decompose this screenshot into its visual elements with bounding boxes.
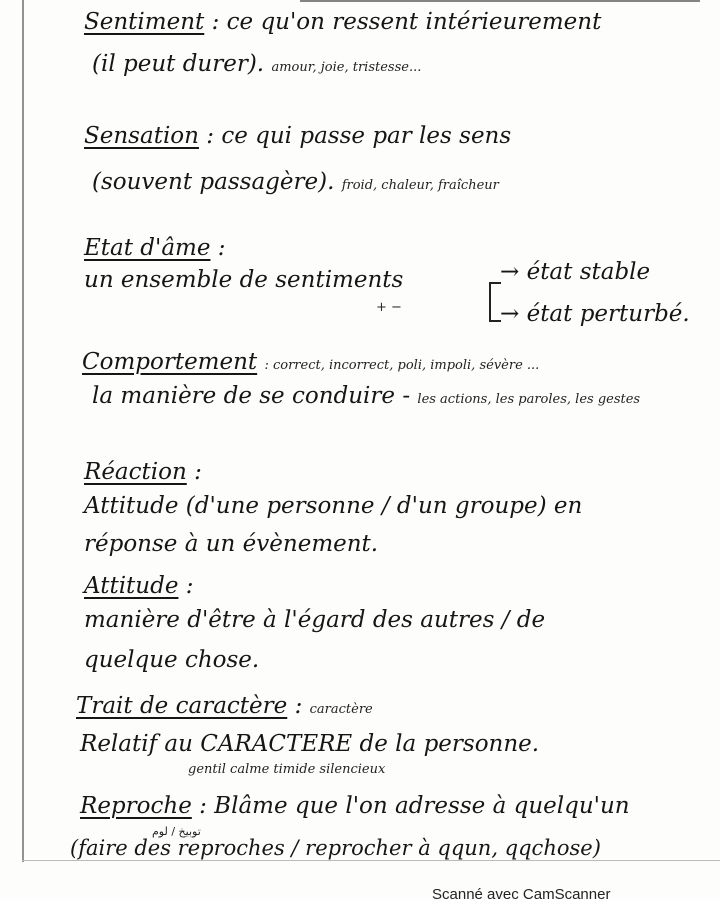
attitude-colon: : [185,573,194,599]
etat-ame-branch-stable: → état stable [500,259,651,285]
reaction-definition-1: Attitude (d'une personne / d'un groupe) en [84,493,583,519]
reproche-definition: : Blâme que l'on adresse à quelqu'un [199,793,630,819]
reaction-title: Réaction [84,459,187,485]
attitude-definition-1: manière d'être à l'égard des autres / de [84,607,546,633]
comportement-line-2 [92,382,640,414]
reproche-title: Reproche [80,793,192,819]
etat-ame-heading [84,234,226,262]
sensation-duration: (souvent passagère). [92,169,335,195]
sentiment-line-1 [84,8,601,36]
top-stroke [300,0,700,2]
trait-title: Trait de caractère [76,693,288,719]
sensation-title: Sensation [84,123,199,149]
reaction-definition-2: réponse à un évènement. [84,531,379,557]
sensation-definition: : ce qui passe par les sens [206,123,512,149]
margin-line [22,0,24,862]
trait-note: caractère [309,702,373,717]
scanner-watermark: Scanné avec CamScanner [432,886,611,903]
sentiment-duration: (il peut durer). [92,51,265,77]
reproche-line-1 [80,792,630,820]
comportement-examples-2: les actions, les paroles, les gestes [417,392,641,407]
comportement-definition: la manière de se conduire - [92,383,411,409]
comportement-line-1 [82,348,539,380]
etat-ame-branch-perturbe: → état perturbé. [500,301,690,327]
sentiment-definition: : ce qu'on ressent intérieurement [211,9,602,35]
reproche-usage: (faire des reproches / reprocher à qqun, qqchose) [70,836,601,860]
attitude-definition-2: quelque chose. [84,647,260,673]
etat-ame-signs: + − [376,300,402,315]
sentiment-title: Sentiment [84,9,205,35]
reaction-colon: : [194,459,202,485]
reaction-heading [84,458,202,486]
sensation-examples: froid, chaleur, fraîcheur [341,178,499,193]
sentiment-examples: amour, joie, tristesse... [271,60,422,75]
etat-ame-title: Etat d'âme [84,235,211,261]
trait-heading [76,692,373,724]
trait-colon: : [294,693,303,719]
comportement-examples: : correct, incorrect, poli, impoli, sévère ... [264,358,540,373]
trait-definition: Relatif au CARACTERE de la personne. [80,731,540,757]
sensation-line-2 [92,168,499,200]
attitude-heading [84,572,194,600]
etat-ame-colon: : [217,235,226,261]
reproche-arabic: توبيخ / لوم [152,825,201,838]
sensation-line-1 [84,122,511,150]
attitude-title: Attitude [84,573,179,599]
etat-ame-definition: un ensemble de sentiments [84,267,404,293]
comportement-title: Comportement [82,349,258,375]
sentiment-line-2 [92,50,421,82]
trait-examples: gentil calme timide silencieux [188,762,386,777]
